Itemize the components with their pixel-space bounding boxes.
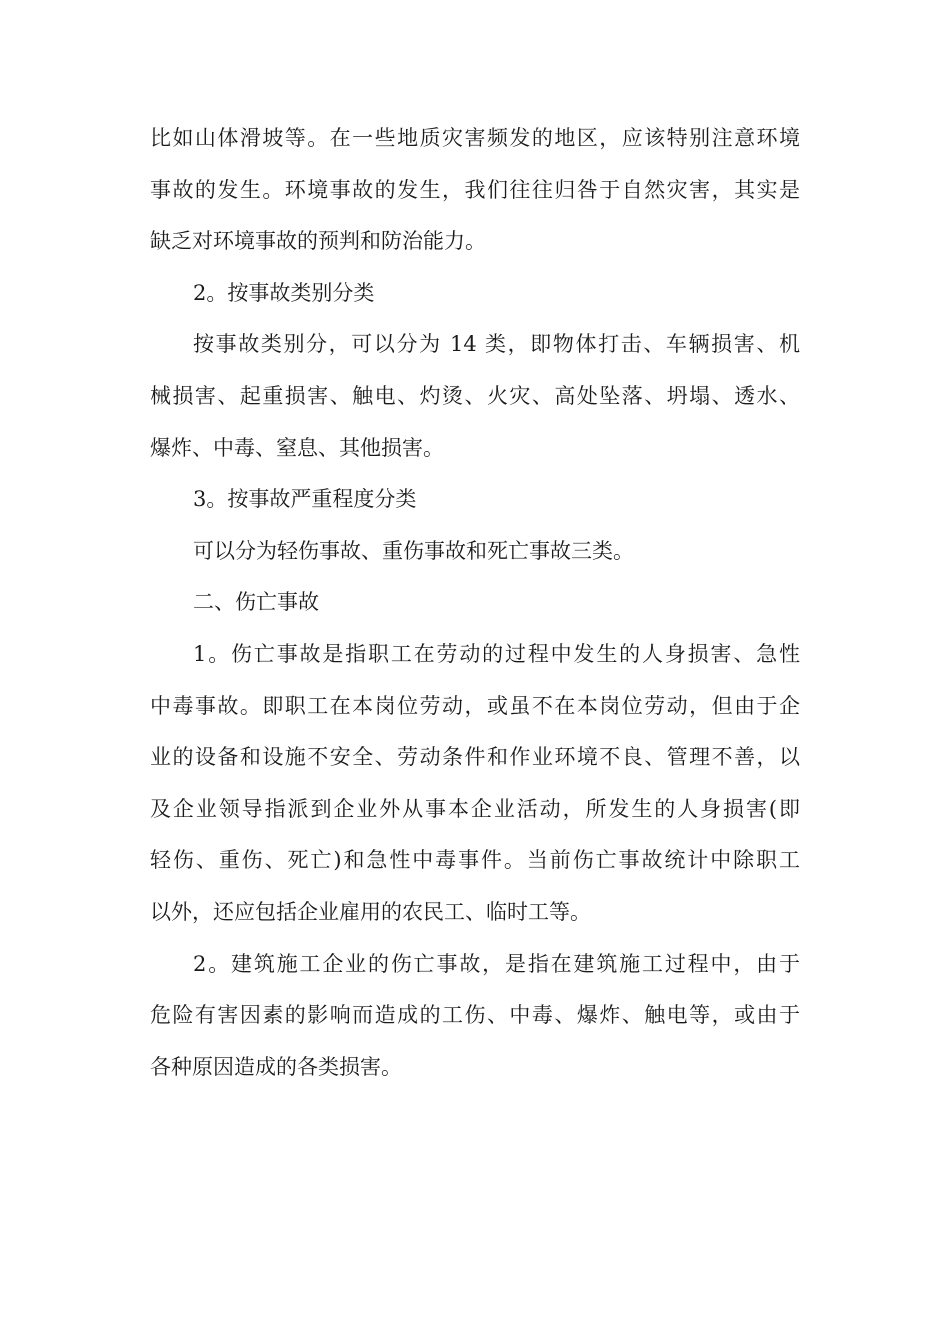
text-line: 按事故类别分，可以分为 14 类，即物体打击、车辆损害、机 — [193, 332, 800, 357]
text-line: 械损害、起重损害、触电、灼烫、火灾、高处坠落、坍塌、透水、 — [150, 383, 800, 408]
text-line: 各种原因造成的各类损害。 — [150, 1054, 402, 1079]
text-line: 以外，还应包括企业雇用的农民工、临时工等。 — [150, 899, 591, 924]
text-line: 可以分为轻伤事故、重伤事故和死亡事故三类。 — [193, 538, 634, 563]
section-heading: 3。按事故严重程度分类 — [193, 487, 417, 512]
document-page — [150, 113, 800, 1093]
text-line: 事故的发生。环境事故的发生，我们往往归咎于自然灾害，其实是 — [150, 177, 800, 202]
text-line: 中毒事故。即职工在本岗位劳动，或虽不在本岗位劳动，但由于企 — [150, 693, 800, 718]
text-line: 爆炸、中毒、窒息、其他损害。 — [150, 435, 444, 460]
text-line: 1。伤亡事故是指职工在劳动的过程中发生的人身损害、急性 — [193, 641, 800, 666]
text-line: 轻伤、重伤、死亡)和急性中毒事件。当前伤亡事故统计中除职工 — [150, 848, 800, 873]
text-line: 及企业领导指派到企业外从事本企业活动，所发生的人身损害(即 — [150, 796, 800, 821]
text-line: 比如山体滑坡等。在一些地质灾害频发的地区，应该特别注意环境 — [150, 126, 800, 150]
section-heading: 2。按事故类别分类 — [193, 280, 375, 305]
section-heading: 二、伤亡事故 — [193, 590, 319, 615]
text-line: 2。建筑施工企业的伤亡事故，是指在建筑施工过程中，由于 — [193, 951, 800, 976]
text-line: 缺乏对环境事故的预判和防治能力。 — [150, 229, 486, 254]
text-line: 业的设备和设施不安全、劳动条件和作业环境不良、管理不善，以 — [150, 745, 800, 770]
text-line: 危险有害因素的影响而造成的工伤、中毒、爆炸、触电等，或由于 — [150, 1003, 800, 1028]
